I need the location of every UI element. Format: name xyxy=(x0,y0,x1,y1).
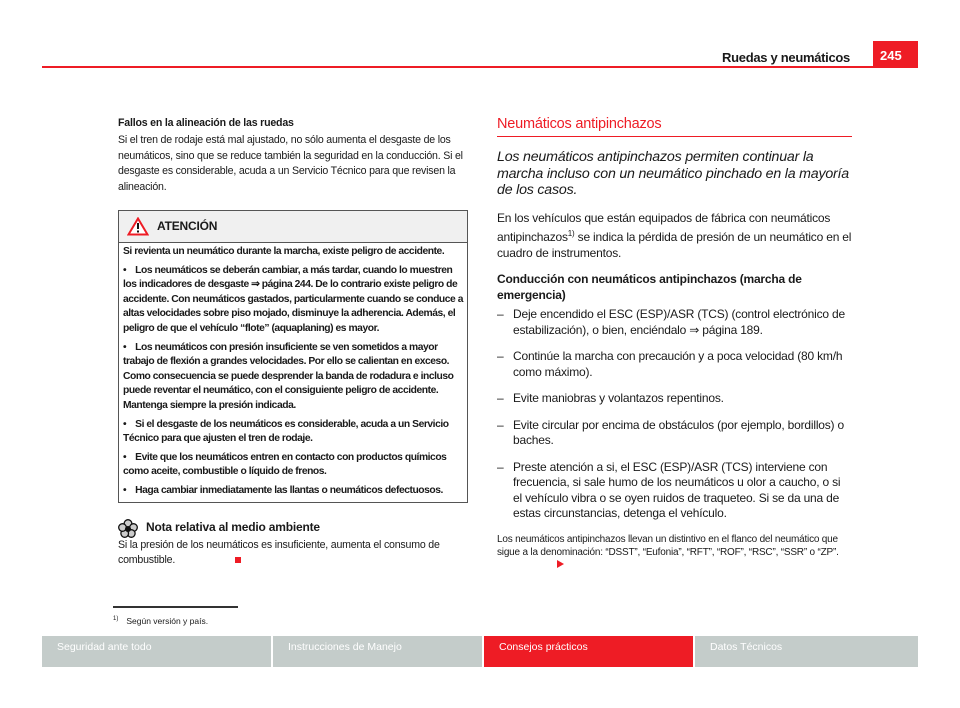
warning-item: • Haga cambiar inmediatamente las llantas o neumáticos defectuosos. xyxy=(123,484,463,499)
step-item: – Evite maniobras y volantazos repentinos. xyxy=(497,391,724,406)
tab-consejos[interactable]: Consejos prácticos xyxy=(484,636,693,667)
warning-header xyxy=(119,211,467,243)
flower-environment-icon xyxy=(118,519,138,538)
environment-text: Si la presión de los neumáticos es insuficiente, aumenta el consumo de combustible. xyxy=(118,538,440,566)
header-rule xyxy=(42,66,873,68)
page-number: 245 xyxy=(873,41,918,68)
footnote-rule xyxy=(113,606,238,608)
footnote: $^{1)}$ Según versión y país. xyxy=(113,616,209,626)
step-item: – Continúe la marcha con precaución y a poca velocidad (80 km/h como máximo). xyxy=(497,349,843,379)
environment-note xyxy=(118,519,468,569)
warning-item: • Los neumáticos se deberán cambiar, a más tardar, cuando lo muestren los indicadores de desgaste ⇒ página 244. De lo contrario existe peligro de accidente. Con neumáticos gastados, particularmente cuando se conduce a altas velocidades sobre piso mojado, disminuye la adherencia. Además, el peligro de que el vehículo “flote” (aquaplaning) es mayor. xyxy=(123,264,463,337)
environment-title: Nota relativa al medio ambiente xyxy=(146,520,320,535)
step-item: – Deje encendido el ESC (ESP)/ASR (TCS) (control electrónico de estabilización), o bien, enciéndalo ⇒ página 189. xyxy=(497,307,845,337)
step-item: – Evite circular por encima de obstáculos (por ejemplo, bordillos) o baches. xyxy=(497,417,844,448)
content-columns xyxy=(0,116,960,598)
warning-intro: Si revienta un neumático durante la marcha, existe peligro de accidente. xyxy=(123,246,445,258)
right-column xyxy=(497,116,852,572)
section-heading: Neumáticos antipinchazos xyxy=(497,116,852,137)
lead-text: Los neumáticos antipinchazos permiten continuar la marcha incluso con un neumático pinchado en la mayoría de los casos. xyxy=(497,149,849,199)
warning-item: • Si el desgaste de los neumáticos es considerable, acuda a un Servicio Técnico para que ajusten el tren de rodaje. xyxy=(123,418,463,447)
step-item: – Preste atención a si, el ESC (ESP)/ASR (TCS) interviene con frecuencia, si sale humo de los neumáticos u olor a caucho, o si el vehículo vibra o se oyen ruidos de traqueteo. Si se da una de estas circunstancias, detenga el vehículo. xyxy=(497,459,841,521)
warning-item: • Evite que los neumáticos entren en contacto con productos químicos como aceite, combustible o líquido de frenos. xyxy=(123,451,463,480)
warning-box xyxy=(118,210,468,503)
warning-item: • Los neumáticos con presión insuficiente se ven sometidos a mayor trabajo de flexión a grandes velocidades. Por ello se calientan en exceso. Como consecuencia se puede desprender la banda de rodadura e incluso puede reventar el neumático, con el consiguiente peligro de accidente. Mantenga siempre la presión indicada. xyxy=(123,341,463,414)
subheading: Conducción con neumáticos antipinchazos (marcha de emergencia) xyxy=(497,272,802,302)
tab-instrucciones[interactable]: Instrucciones de Manejo xyxy=(273,636,482,667)
alignment-paragraph: Si el tren de rodaje está mal ajustado, no sólo aumenta el desgaste de los neumáticos, sino que se reduce también la seguridad en la conducción. Si el desgaste es considerable, acuda a un Servicio Técnico para que revisen la alineación. xyxy=(118,134,463,193)
chapter-tabs xyxy=(42,636,960,708)
alignment-heading: Fallos en la alineación de las ruedas xyxy=(118,117,294,129)
footnote-area xyxy=(113,598,960,636)
intro-paragraph: En los vehículos que están equipados de fábrica con neumáticos antipinchazos$^{1)}$ se indica la pérdida de presión de un neumático en el cuadro de instrumentos. xyxy=(497,210,852,260)
page-header xyxy=(0,0,960,116)
footnote-ref[interactable]: 1) xyxy=(567,229,575,239)
warning-triangle-icon xyxy=(127,217,149,236)
section-title: Ruedas y neumáticos xyxy=(722,50,850,65)
tyre-marking-note: Los neumáticos antipinchazos llevan un distintivo en el flanco del neumático que sigue a la denominación: “DSST”, “Eufonia”, “RFT”, “ROF”, “RSC”, “SSR” o “ZP”. xyxy=(497,533,852,572)
tab-datos[interactable]: Datos Técnicos xyxy=(695,636,918,667)
end-of-section-marker xyxy=(235,557,241,563)
left-column xyxy=(118,116,468,568)
continue-arrow-icon xyxy=(557,560,564,568)
tab-seguridad[interactable]: Seguridad ante todo xyxy=(42,636,271,667)
warning-title: ATENCIÓN xyxy=(157,218,218,233)
